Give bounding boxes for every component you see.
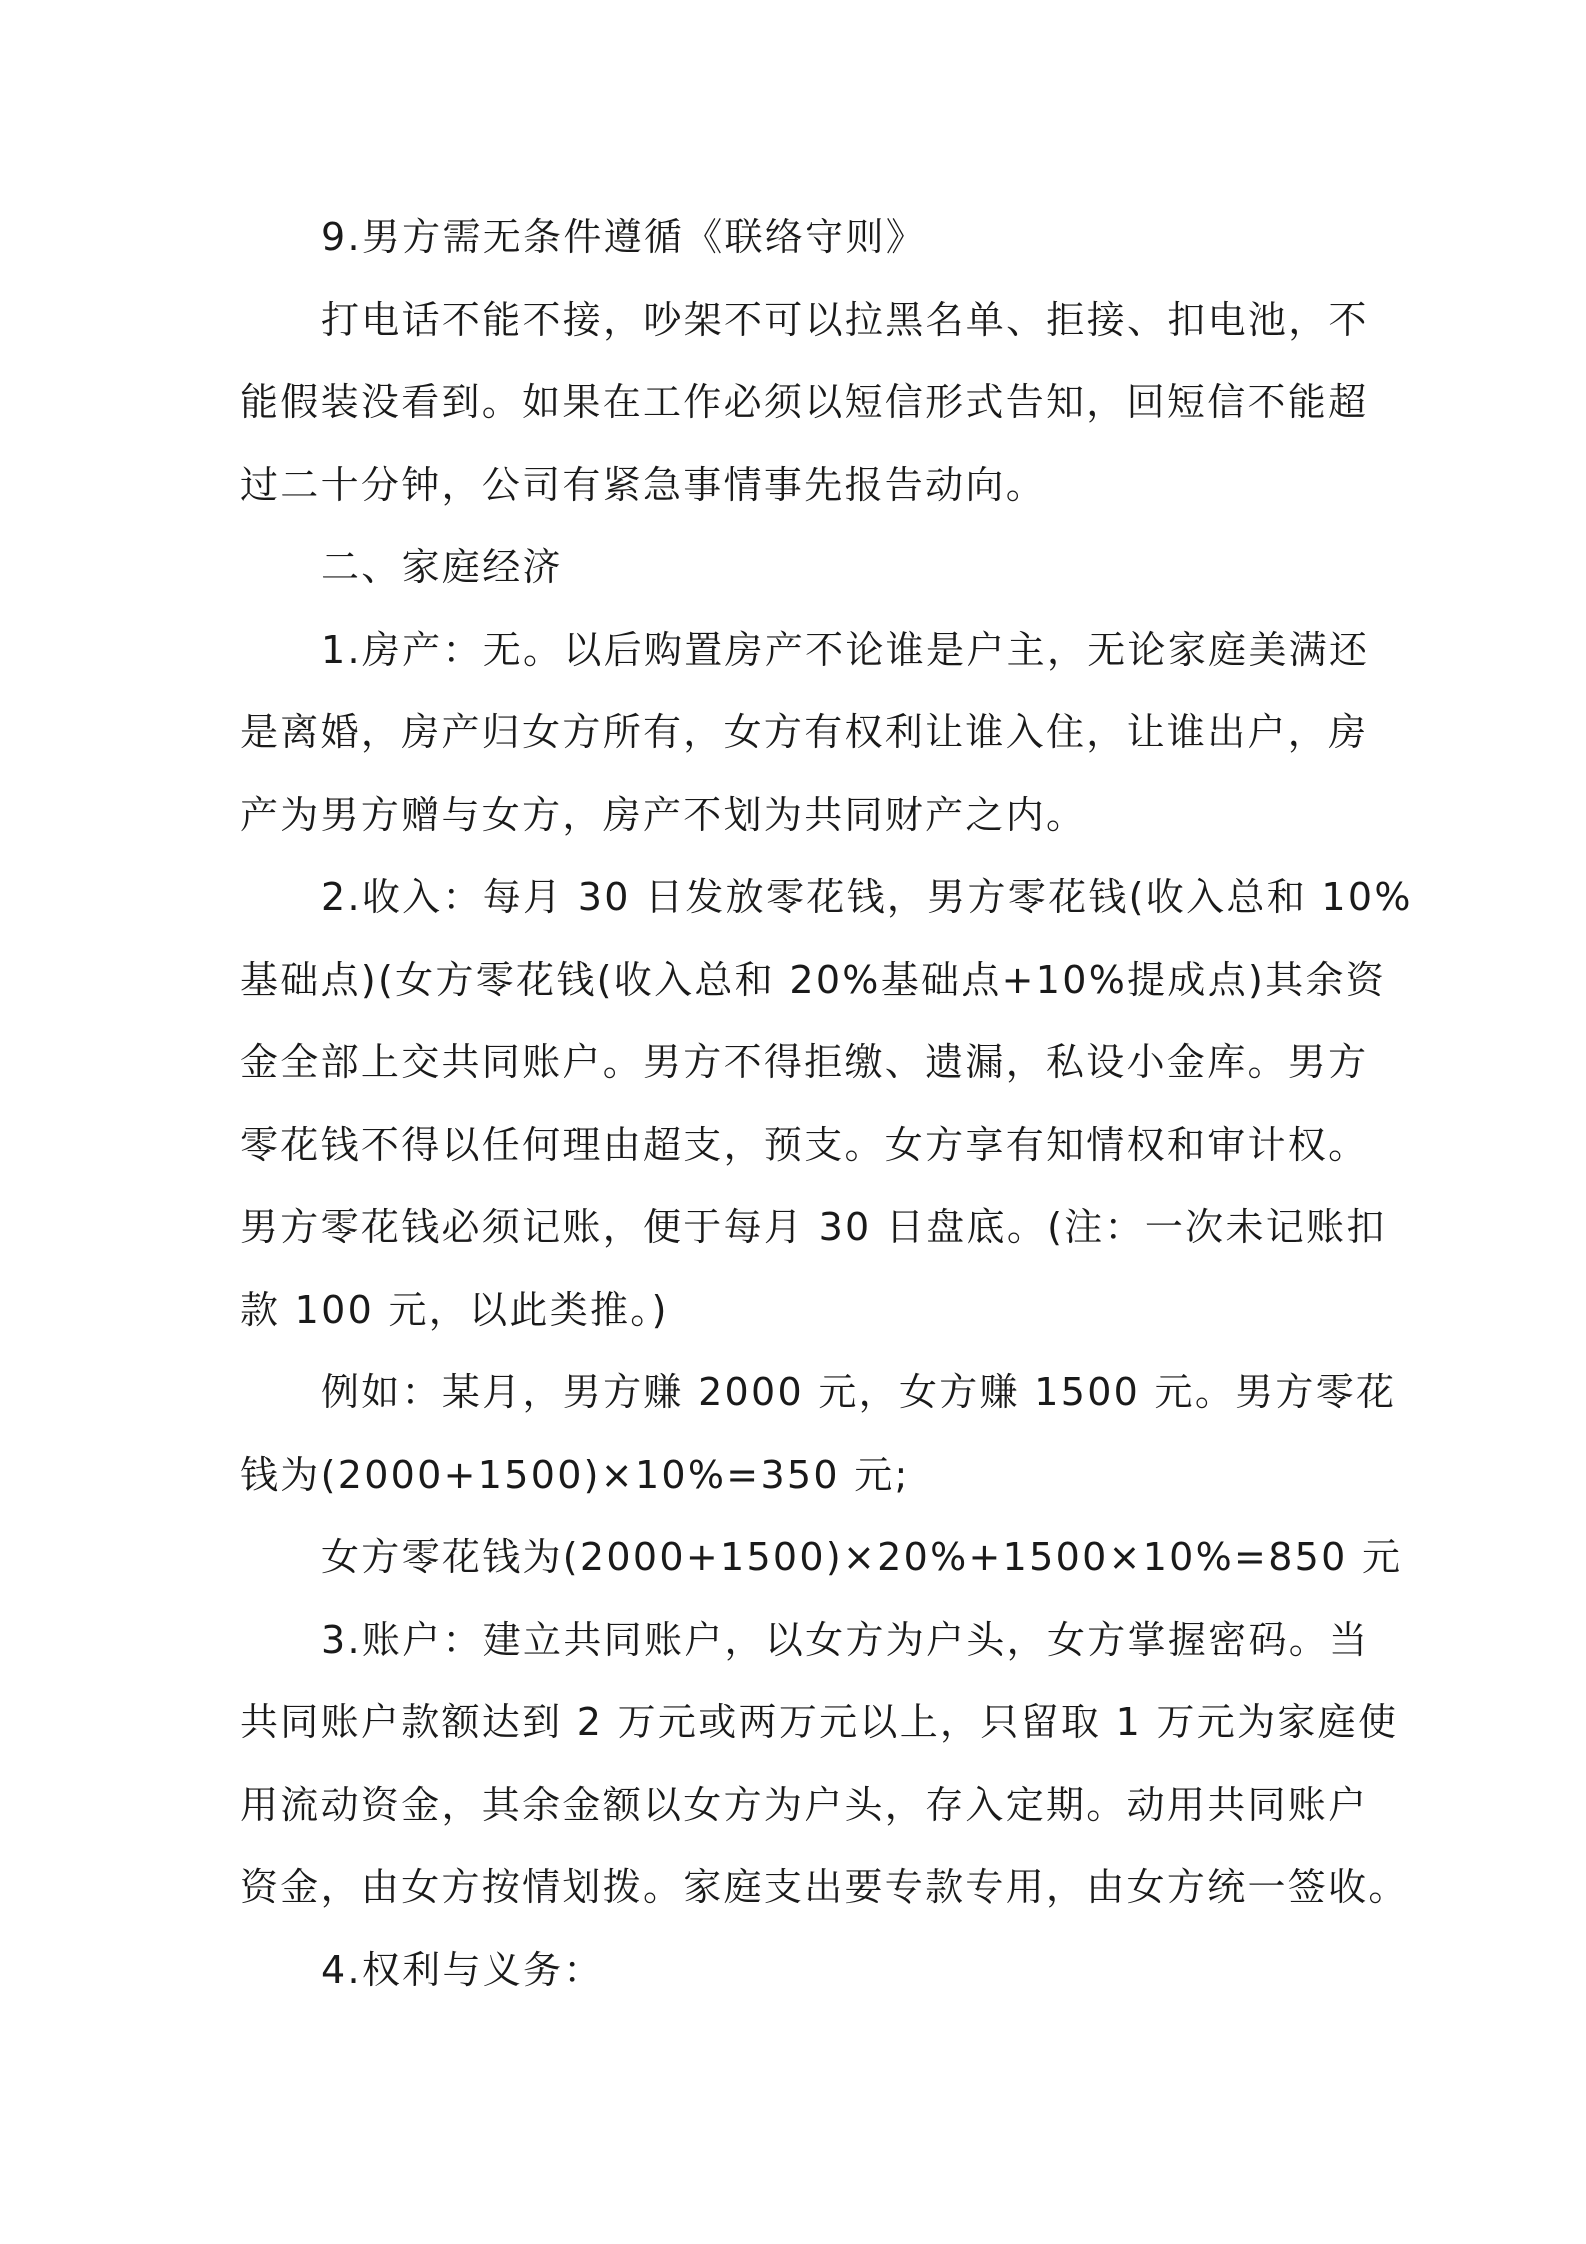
property-clause-line: 1.房产：无。以后购置房产不论谁是户主，无论家庭美满还 <box>321 627 1370 672</box>
clause-9-text-line: 过二十分钟，公司有紧急事情事先报告动向。 <box>240 462 1047 507</box>
account-clause-line: 资金，由女方按情划拨。家庭支出要专款专用，由女方统一签收。 <box>240 1865 1409 1909</box>
income-clause-line: 零花钱不得以任何理由超支，预支。女方享有知情权和审计权。 <box>240 1122 1369 1167</box>
clause-9-text-line: 能假装没看到。如果在工作必须以短信形式告知，回短信不能超 <box>240 380 1369 424</box>
section-2-heading: 二、家庭经济 <box>321 545 563 589</box>
income-clause-line: 2.收入：每月 30 日发放零花钱，男方零花钱(收入总和 10% <box>321 875 1413 919</box>
income-clause-line: 款 100 元，以此类推。) <box>240 1287 669 1332</box>
rights-duties-heading: 4.权利与义务： <box>321 1947 604 1992</box>
account-clause-line: 共同账户款额达到 2 万元或两万元以上，只留取 1 万元为家庭使 <box>240 1700 1399 1744</box>
example-line: 女方零花钱为(2000+1500)×20%+1500×10%=850 元 <box>321 1535 1403 1579</box>
example-line: 钱为(2000+1500)×10%=350 元; <box>240 1452 910 1497</box>
income-clause-line: 男方零花钱必须记账，便于每月 30 日盘底。(注：一次未记账扣 <box>240 1205 1387 1249</box>
account-clause-line: 用流动资金，其余金额以女方为户头，存入定期。动用共同账户 <box>240 1782 1369 1827</box>
clause-9-heading: 9.男方需无条件遵循《联络守则》 <box>321 215 927 259</box>
property-clause-line: 产为男方赠与女方，房产不划为共同财产之内。 <box>240 792 1087 837</box>
example-line: 例如：某月，男方赚 2000 元，女方赚 1500 元。男方零花 <box>321 1370 1397 1414</box>
property-clause-line: 是离婚，房产归女方所有，女方有权利让谁入住，让谁出户，房 <box>240 710 1369 754</box>
income-clause-line: 基础点)(女方零花钱(收入总和 20%基础点+10%提成点)其余资 <box>240 957 1387 1002</box>
clause-9-text-line: 打电话不能不接，吵架不可以拉黑名单、拒接、扣电池，不 <box>321 297 1369 342</box>
income-clause-line: 金全部上交共同账户。男方不得拒缴、遗漏，私设小金库。男方 <box>240 1040 1369 1084</box>
account-clause-line: 3.账户：建立共同账户，以女方为户头，女方掌握密码。当 <box>321 1617 1370 1662</box>
